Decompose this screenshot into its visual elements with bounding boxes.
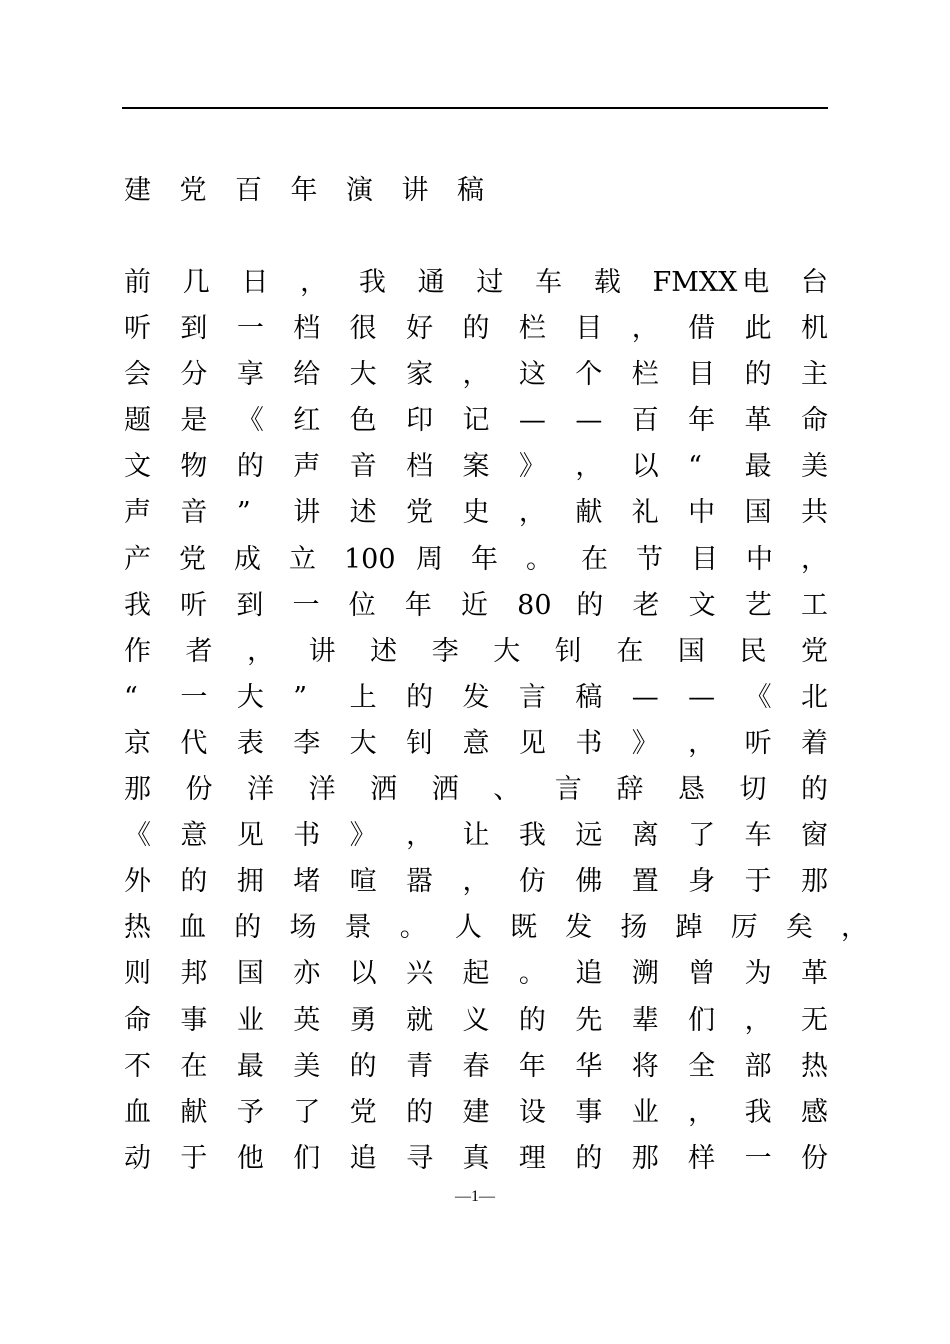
text-glyph: 红 — [293, 405, 321, 437]
text-glyph: 我 — [518, 820, 546, 852]
text-glyph: 于 — [180, 1142, 208, 1174]
text-glyph: 国 — [236, 958, 264, 990]
text-glyph: 意 — [180, 820, 208, 852]
text-glyph: 亦 — [293, 958, 321, 990]
text-glyph: 大 — [493, 635, 521, 667]
text-glyph: 《 — [124, 820, 151, 852]
text-glyph: 一 — [180, 681, 208, 713]
text-glyph: 一 — [292, 589, 320, 621]
text-glyph: 热 — [801, 1050, 828, 1082]
text-glyph: 那 — [801, 866, 828, 898]
text-glyph: 仿 — [518, 866, 546, 898]
text-glyph: 《 — [236, 405, 264, 437]
text-glyph: 洋 — [247, 774, 275, 806]
text-glyph: 》 — [349, 820, 377, 852]
text-glyph: — — [575, 405, 603, 437]
text-glyph: 勇 — [349, 1004, 377, 1036]
text-glyph: 80 — [517, 589, 552, 621]
text-glyph: 中 — [746, 543, 773, 575]
text-glyph: 发 — [565, 912, 593, 944]
text-glyph: 。 — [518, 958, 546, 990]
text-glyph: 既 — [510, 912, 538, 944]
text-glyph: 窗 — [801, 820, 828, 852]
text-glyph: 史 — [462, 497, 490, 529]
text-glyph: 厉 — [730, 912, 758, 944]
text-glyph: 很 — [349, 313, 377, 345]
text-glyph: 几 — [182, 267, 210, 298]
text-glyph: 民 — [739, 635, 767, 667]
text-glyph: 见 — [518, 727, 546, 759]
text-glyph: 党 — [406, 497, 434, 529]
text-glyph: 嚣 — [406, 866, 434, 898]
text-glyph: 血 — [179, 912, 207, 944]
text-glyph: 动 — [124, 1142, 151, 1174]
text-glyph: 了 — [293, 1096, 321, 1128]
page-number: —1— — [455, 1188, 495, 1205]
text-glyph: ， — [575, 451, 603, 483]
text-glyph: ， — [744, 1004, 772, 1036]
text-glyph: 的 — [406, 1096, 434, 1128]
text-glyph: 的 — [518, 1004, 546, 1036]
text-glyph: 节 — [636, 543, 663, 575]
text-glyph: 恳 — [677, 774, 705, 806]
text-glyph: 述 — [349, 497, 377, 529]
text-glyph: — — [518, 405, 546, 437]
text-glyph: 的 — [744, 359, 772, 391]
text-line — [124, 260, 844, 306]
document-title — [124, 168, 484, 214]
text-glyph: 英 — [293, 1004, 321, 1036]
text-glyph: 好 — [406, 313, 434, 345]
text-glyph: 年 — [471, 543, 498, 575]
text-glyph: 机 — [801, 313, 828, 345]
text-glyph: 车 — [744, 820, 772, 852]
text-glyph: 矣 — [785, 912, 813, 944]
title-char: 建 — [124, 175, 151, 206]
text-line — [124, 767, 844, 813]
text-glyph: 最 — [236, 1050, 264, 1082]
text-glyph: 题 — [124, 405, 151, 437]
text-glyph: 大 — [349, 359, 377, 391]
text-glyph: 年 — [688, 405, 716, 437]
text-glyph: 景 — [344, 912, 372, 944]
text-glyph: 美 — [293, 1050, 321, 1082]
text-glyph: ， — [688, 1096, 716, 1128]
text-glyph: ， — [406, 820, 434, 852]
text-glyph: — — [631, 681, 659, 713]
text-glyph: “ — [124, 681, 138, 713]
text-glyph: 们 — [688, 1004, 716, 1036]
text-glyph: 音 — [180, 497, 208, 529]
text-glyph: 中 — [688, 497, 716, 529]
text-glyph: 听 — [124, 313, 151, 345]
text-glyph: 佛 — [575, 866, 603, 898]
text-line — [124, 629, 844, 675]
text-glyph: 档 — [406, 451, 434, 483]
text-line — [124, 352, 844, 398]
text-glyph: 外 — [124, 866, 151, 898]
text-line — [124, 444, 844, 490]
text-glyph: 工 — [801, 589, 828, 621]
text-glyph: 让 — [462, 820, 490, 852]
text-glyph: 此 — [744, 313, 772, 345]
title-char: 年 — [290, 175, 318, 206]
text-glyph: 份 — [801, 1142, 828, 1174]
text-line — [124, 583, 844, 629]
text-glyph: 立 — [289, 543, 316, 575]
text-glyph: ， — [841, 912, 868, 944]
text-glyph: 的 — [236, 451, 264, 483]
text-glyph: 血 — [124, 1096, 151, 1128]
text-glyph: 到 — [236, 589, 264, 621]
text-glyph: 过 — [476, 267, 504, 298]
text-glyph: 命 — [801, 405, 828, 437]
text-glyph: 年 — [518, 1050, 546, 1082]
text-glyph: 礼 — [631, 497, 659, 529]
text-glyph: 给 — [293, 359, 321, 391]
text-line — [124, 398, 844, 444]
text-glyph: 部 — [744, 1050, 772, 1082]
text-glyph: 通 — [417, 267, 445, 298]
text-glyph: 业 — [236, 1004, 264, 1036]
text-glyph: 热 — [124, 912, 151, 944]
text-glyph: 到 — [180, 313, 208, 345]
text-glyph: 的 — [462, 313, 490, 345]
text-glyph: 是 — [180, 405, 208, 437]
text-line — [124, 951, 844, 997]
text-glyph: 意 — [462, 727, 490, 759]
text-glyph: 予 — [236, 1096, 264, 1128]
text-glyph: 真 — [462, 1142, 490, 1174]
text-glyph: 的 — [576, 589, 604, 621]
text-line — [124, 537, 844, 583]
text-glyph: 。 — [399, 912, 427, 944]
text-glyph: ” — [236, 497, 251, 529]
text-glyph: 年 — [404, 589, 432, 621]
text-glyph: 我 — [124, 589, 151, 621]
text-glyph: 于 — [744, 866, 772, 898]
text-glyph: 的 — [406, 681, 434, 713]
text-glyph: ， — [462, 866, 490, 898]
text-glyph: 场 — [289, 912, 317, 944]
text-glyph: 电 — [742, 267, 770, 298]
text-glyph: 近 — [461, 589, 488, 621]
text-glyph: “ — [688, 451, 702, 483]
text-glyph: 主 — [801, 359, 828, 391]
text-glyph: 李 — [431, 635, 459, 667]
text-glyph: 文 — [688, 589, 716, 621]
text-glyph: 栏 — [631, 359, 659, 391]
title-char: 稿 — [457, 175, 484, 206]
text-glyph: 的 — [801, 774, 828, 806]
text-glyph: 北 — [801, 681, 828, 713]
text-glyph: 书 — [575, 727, 603, 759]
text-glyph: 作 — [124, 635, 151, 667]
text-glyph: 国 — [677, 635, 705, 667]
text-line — [124, 1090, 844, 1136]
text-glyph: 案 — [462, 451, 490, 483]
text-glyph: 声 — [293, 451, 321, 483]
text-line — [124, 1136, 844, 1182]
text-glyph: 追 — [575, 958, 603, 990]
text-glyph: 》 — [631, 727, 659, 759]
text-glyph: ， — [688, 727, 716, 759]
text-glyph: 享 — [236, 359, 264, 391]
text-glyph: 的 — [180, 866, 208, 898]
text-glyph: — — [688, 681, 716, 713]
text-glyph: 洒 — [431, 774, 459, 806]
text-glyph: 的 — [575, 1142, 603, 1174]
text-glyph: 大 — [236, 681, 264, 713]
text-glyph: 事 — [180, 1004, 208, 1036]
text-glyph: 者 — [185, 635, 213, 667]
text-glyph: 曾 — [688, 958, 716, 990]
text-glyph: 表 — [236, 727, 264, 759]
text-glyph: 代 — [180, 727, 208, 759]
text-glyph: 会 — [124, 359, 151, 391]
text-glyph: 洒 — [370, 774, 398, 806]
text-glyph: 全 — [688, 1050, 716, 1082]
text-glyph: 一 — [236, 313, 264, 345]
text-glyph: 艺 — [744, 589, 772, 621]
text-glyph: 记 — [462, 405, 490, 437]
text-glyph: ， — [631, 313, 659, 345]
text-glyph: 份 — [185, 774, 213, 806]
text-line — [124, 306, 844, 352]
text-glyph: 不 — [124, 1050, 151, 1082]
text-glyph: 党 — [179, 543, 206, 575]
text-glyph: 献 — [180, 1096, 208, 1128]
text-glyph: 感 — [801, 1096, 828, 1128]
text-glyph: 在 — [180, 1050, 208, 1082]
title-char: 演 — [346, 175, 373, 206]
text-glyph: 稿 — [575, 681, 603, 713]
text-glyph: 老 — [632, 589, 660, 621]
text-glyph: 革 — [801, 958, 828, 990]
text-glyph: 则 — [124, 958, 151, 990]
text-glyph: 讲 — [308, 635, 336, 667]
text-glyph: 在 — [581, 543, 608, 575]
text-glyph: 先 — [575, 1004, 603, 1036]
text-glyph: 寻 — [406, 1142, 434, 1174]
text-line — [124, 675, 844, 721]
text-glyph: 堵 — [293, 866, 321, 898]
text-glyph: 一 — [744, 1142, 772, 1174]
text-line — [124, 721, 844, 767]
text-glyph: 国 — [744, 497, 772, 529]
text-glyph: 的 — [349, 1050, 377, 1082]
text-glyph: 李 — [293, 727, 321, 759]
text-glyph: ， — [801, 543, 828, 575]
text-glyph: 的 — [234, 912, 262, 944]
text-glyph: 目 — [691, 543, 718, 575]
text-glyph: 拥 — [236, 866, 264, 898]
text-glyph: 色 — [349, 405, 377, 437]
text-glyph: 人 — [454, 912, 482, 944]
text-glyph: 物 — [180, 451, 208, 483]
text-glyph: 样 — [688, 1142, 716, 1174]
text-line — [124, 1044, 844, 1090]
text-glyph: 。 — [526, 543, 553, 575]
text-glyph: 革 — [744, 405, 772, 437]
text-glyph: 我 — [744, 1096, 772, 1128]
text-glyph: 离 — [631, 820, 659, 852]
text-glyph: 见 — [236, 820, 264, 852]
text-glyph: 借 — [688, 313, 716, 345]
text-glyph: 春 — [462, 1050, 490, 1082]
text-line — [124, 813, 844, 859]
text-glyph: 那 — [124, 774, 151, 806]
text-glyph: 这 — [518, 359, 546, 391]
text-glyph: 他 — [236, 1142, 264, 1174]
text-glyph: 为 — [744, 958, 772, 990]
text-glyph: ， — [300, 267, 328, 298]
text-glyph: ， — [247, 635, 275, 667]
text-glyph: 车 — [535, 267, 563, 298]
text-glyph: 钊 — [554, 635, 582, 667]
text-glyph: 们 — [293, 1142, 321, 1174]
text-line — [124, 998, 844, 1044]
title-char: 讲 — [401, 175, 429, 206]
text-glyph: 那 — [631, 1142, 659, 1174]
text-glyph: 日 — [241, 267, 269, 298]
text-glyph: 声 — [124, 497, 151, 529]
text-glyph: 无 — [801, 1004, 828, 1036]
text-glyph: 京 — [124, 727, 151, 759]
text-glyph: 讲 — [293, 497, 321, 529]
text-glyph: 发 — [462, 681, 490, 713]
text-glyph: 义 — [462, 1004, 490, 1036]
text-glyph: 设 — [518, 1096, 546, 1128]
text-glyph: ” — [293, 681, 308, 713]
text-glyph: FMXX — [652, 267, 738, 298]
text-glyph: ， — [518, 497, 546, 529]
text-glyph: 书 — [293, 820, 321, 852]
text-glyph: 文 — [124, 451, 151, 483]
text-glyph: 台 — [801, 267, 828, 298]
title-char: 百 — [235, 175, 262, 206]
text-glyph: 周 — [416, 543, 443, 575]
text-glyph: 言 — [554, 774, 582, 806]
text-glyph: 最 — [744, 451, 772, 483]
text-glyph: 切 — [739, 774, 767, 806]
text-glyph: 业 — [631, 1096, 659, 1128]
header-rule — [122, 107, 828, 109]
text-glyph: 100 — [344, 543, 396, 575]
text-glyph: 就 — [406, 1004, 434, 1036]
text-glyph: 洋 — [308, 774, 336, 806]
text-glyph: 听 — [744, 727, 772, 759]
text-glyph: 百 — [631, 405, 659, 437]
text-line — [124, 490, 844, 536]
title-char: 党 — [179, 175, 207, 206]
text-glyph: 兴 — [406, 958, 434, 990]
text-glyph: 党 — [349, 1096, 377, 1128]
text-glyph: 目 — [688, 359, 716, 391]
text-glyph: 远 — [575, 820, 603, 852]
text-glyph: 起 — [462, 958, 490, 990]
text-glyph: 目 — [575, 313, 603, 345]
text-glyph: 建 — [462, 1096, 490, 1128]
text-glyph: 理 — [518, 1142, 546, 1174]
text-glyph: 前 — [124, 267, 151, 298]
text-glyph: ， — [462, 359, 490, 391]
text-glyph: 身 — [688, 866, 716, 898]
text-glyph: 华 — [575, 1050, 603, 1082]
text-glyph: 追 — [349, 1142, 377, 1174]
text-glyph: 述 — [370, 635, 398, 667]
text-glyph: 扬 — [620, 912, 648, 944]
text-glyph: 置 — [631, 866, 659, 898]
text-glyph: 档 — [293, 313, 321, 345]
text-glyph: 以 — [349, 958, 377, 990]
text-glyph: 了 — [688, 820, 716, 852]
text-glyph: 栏 — [518, 313, 546, 345]
text-glyph: 音 — [349, 451, 377, 483]
text-glyph: 位 — [348, 589, 376, 621]
text-glyph: 大 — [349, 727, 377, 759]
text-glyph: 党 — [801, 635, 828, 667]
text-glyph: 溯 — [631, 958, 659, 990]
text-glyph: 辞 — [616, 774, 644, 806]
text-glyph: 言 — [518, 681, 546, 713]
text-glyph: 上 — [349, 681, 377, 713]
text-glyph: 着 — [801, 727, 828, 759]
text-glyph: 命 — [124, 1004, 151, 1036]
text-glyph: 辈 — [631, 1004, 659, 1036]
text-glyph: 产 — [124, 543, 151, 575]
text-glyph: 家 — [406, 359, 434, 391]
text-glyph: 听 — [180, 589, 208, 621]
text-glyph: 邦 — [180, 958, 208, 990]
text-glyph: 载 — [593, 267, 621, 298]
text-glyph: 青 — [406, 1050, 434, 1082]
text-glyph: 我 — [358, 267, 386, 298]
text-line — [124, 905, 868, 951]
text-glyph: 踔 — [675, 912, 703, 944]
text-glyph: 将 — [631, 1050, 659, 1082]
text-glyph: 共 — [801, 497, 828, 529]
text-glyph: 》 — [518, 451, 546, 483]
body-text — [124, 260, 868, 1182]
text-glyph: 事 — [575, 1096, 603, 1128]
text-glyph: 美 — [801, 451, 828, 483]
text-glyph: 钊 — [406, 727, 434, 759]
text-glyph: 献 — [575, 497, 603, 529]
text-glyph: 分 — [180, 359, 208, 391]
text-glyph: 喧 — [349, 866, 377, 898]
text-glyph: 个 — [575, 359, 603, 391]
text-glyph: 印 — [406, 405, 434, 437]
text-glyph: 在 — [616, 635, 644, 667]
text-glyph: 成 — [234, 543, 261, 575]
text-glyph: 以 — [631, 451, 659, 483]
text-glyph: 、 — [493, 774, 521, 806]
text-glyph: 《 — [744, 681, 772, 713]
text-line — [124, 859, 844, 905]
